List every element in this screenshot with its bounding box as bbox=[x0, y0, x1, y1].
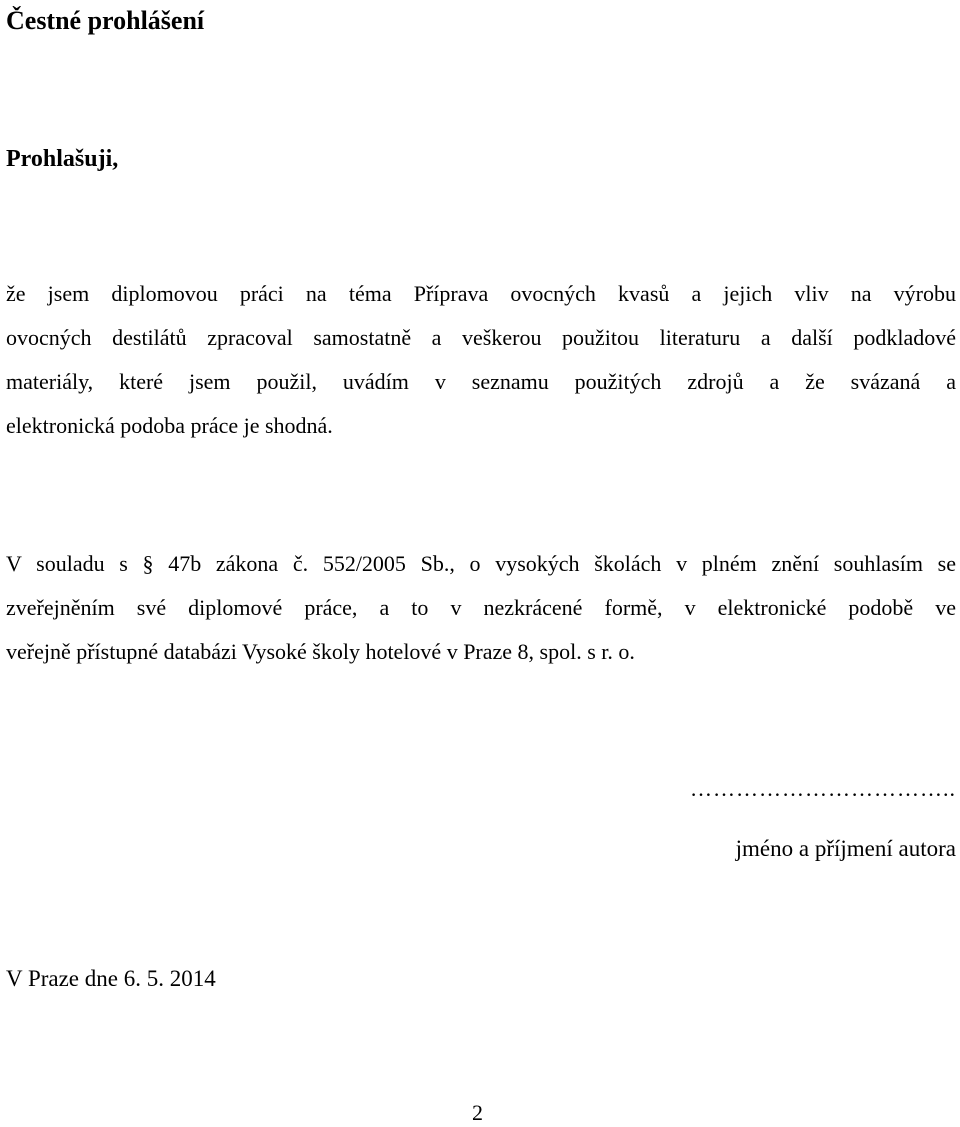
signature-line: …………………………….. bbox=[690, 776, 956, 801]
paragraph-2-line-1: V souladu s § 47b zákona č. 552/2005 Sb., o vysokých školách v plném znění souhlasím se bbox=[6, 551, 956, 576]
date-line: V Praze dne 6. 5. 2014 bbox=[6, 966, 216, 991]
paragraph-2-line-2: zveřejněním své diplomové práce, a to v nezkrácené formě, v elektronické podobě ve bbox=[6, 595, 956, 620]
paragraph-1-line-4: elektronická podoba práce je shodná. bbox=[6, 413, 333, 438]
paragraph-2-line-3: veřejně přístupné databázi Vysoké školy hotelové v Praze 8, spol. s r. o. bbox=[6, 639, 635, 664]
page-title: Čestné prohlášení bbox=[6, 6, 205, 35]
paragraph-1-line-2: ovocných destilátů zpracoval samostatně a veškerou použitou literaturu a další podkladové bbox=[6, 325, 956, 350]
declaration-paragraph-2 bbox=[6, 542, 956, 674]
declaration-paragraph-1 bbox=[6, 272, 956, 448]
paragraph-1-line-1: že jsem diplomovou práci na téma Příprava ovocných kvasů a jejich vliv na výrobu bbox=[6, 281, 956, 306]
signature-label: jméno a příjmení autora bbox=[735, 836, 956, 861]
page-number: 2 bbox=[472, 1100, 483, 1125]
paragraph-1-line-3: materiály, které jsem použil, uvádím v seznamu použitých zdrojů a že svázaná a bbox=[6, 369, 956, 394]
declaration-greeting: Prohlašuji, bbox=[6, 146, 119, 172]
